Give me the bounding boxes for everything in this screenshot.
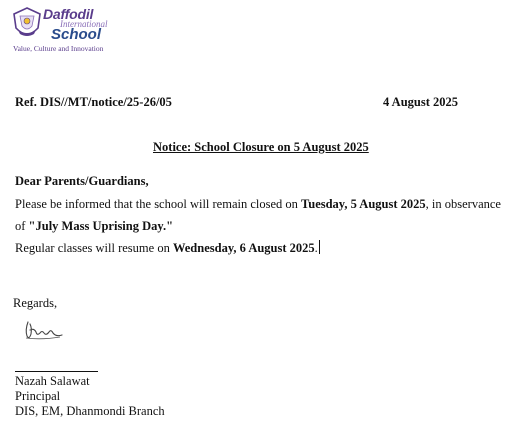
body-line-1: Please be informed that the school will remain closed on Tuesday, 5 August 2025, in observance — [15, 197, 501, 211]
school-logo — [10, 6, 130, 54]
text-cursor — [319, 240, 320, 254]
signer-branch: DIS, EM, Dhanmondi Branch — [15, 404, 165, 418]
body-line-3: Regular classes will resume on Wednesday, 6 August 2025. — [15, 241, 318, 255]
body-line-2: of "July Mass Uprising Day." — [15, 219, 174, 233]
logo-tagline: Value, Culture and Innovation — [13, 44, 104, 53]
logo-sub-text: International — [60, 19, 108, 29]
logo-brand-text: Daffodil — [43, 6, 94, 22]
letter-date: 4 August 2025 — [383, 95, 459, 109]
signer-block — [15, 374, 165, 419]
notice-body[interactable] — [15, 193, 520, 259]
reference-number: Ref. DIS//MT/notice/25-26/05 — [15, 95, 172, 109]
notice-title: Notice: School Closure on 5 August 2025 — [153, 140, 369, 154]
closing-regards: Regards, — [13, 296, 58, 310]
signature-line — [15, 371, 98, 372]
handwritten-signature — [22, 318, 66, 344]
salutation: Dear Parents/Guardians, — [15, 174, 149, 188]
signer-name: Nazah Salawat — [15, 374, 90, 388]
school-crest-icon — [10, 6, 44, 42]
logo-school-text: School — [51, 26, 102, 43]
signer-title: Principal — [15, 389, 61, 403]
